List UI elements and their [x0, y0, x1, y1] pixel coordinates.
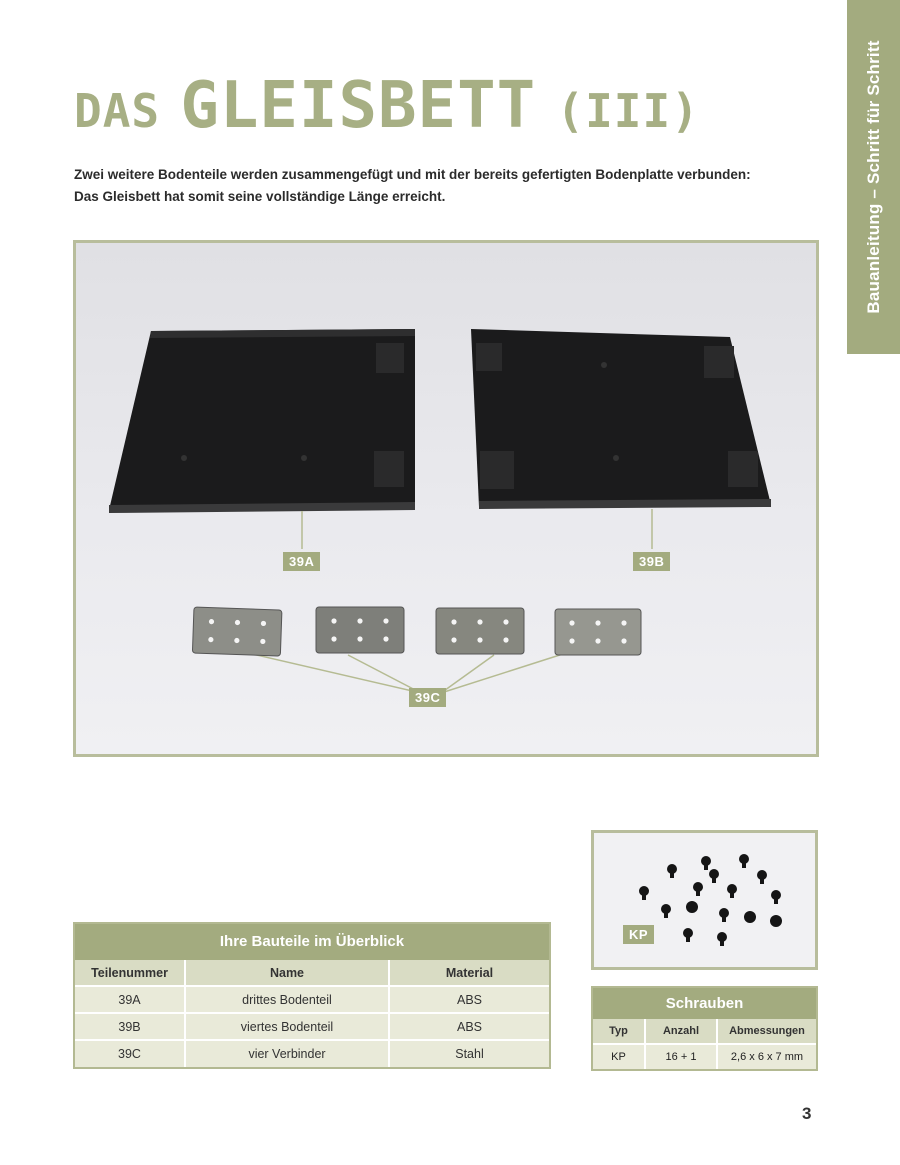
table-row: [75, 986, 549, 1013]
parts-header-name: Name: [185, 960, 389, 986]
side-tab-label: Bauanleitung – Schritt für Schritt: [863, 40, 883, 314]
part-name-cell: drittes Bodenteil: [185, 986, 389, 1013]
label-kp: KP: [623, 925, 654, 944]
screws-table-header-row: [593, 1019, 816, 1044]
page-title: [74, 69, 700, 143]
part-material-cell: ABS: [389, 986, 549, 1013]
screws-photo: [591, 830, 818, 970]
label-39c: 39C: [409, 688, 446, 707]
title-part-1: DAS: [74, 84, 161, 138]
section-side-tab: [847, 0, 900, 354]
part-number-cell: 39C: [75, 1040, 185, 1067]
screws-header-anzahl: Anzahl: [645, 1019, 717, 1044]
title-part-2: GLEISBETT: [180, 69, 537, 143]
intro-line-1: Zwei weitere Bodenteile werden zusammengefügt und mit der bereits gefertigten Bodenplatte verbunden:: [74, 167, 751, 182]
parts-illustration: [76, 243, 816, 754]
page-number: 3: [802, 1104, 812, 1123]
part-material-cell: ABS: [389, 1013, 549, 1040]
parts-table-title: Ihre Bauteile im Überblick: [75, 924, 549, 960]
screws-header-abmessungen: Abmessungen: [717, 1019, 816, 1044]
title-part-3: (III): [556, 84, 700, 138]
screws-header-typ: Typ: [593, 1019, 645, 1044]
label-39a: 39A: [283, 552, 320, 571]
part-39c-connectors: [192, 607, 641, 656]
table-row: [75, 1040, 549, 1067]
parts-header-material: Material: [389, 960, 549, 986]
screws-illustration: [594, 833, 815, 967]
table-row: [593, 1044, 816, 1069]
part-39b-panel: [471, 329, 771, 509]
screw-count-cell: 16 + 1: [645, 1044, 717, 1069]
leader-lines: [248, 509, 652, 693]
intro-text: [74, 164, 814, 208]
screw-dimensions-cell: 2,6 x 6 x 7 mm: [717, 1044, 816, 1069]
screws-table: [591, 986, 818, 1071]
parts-header-teilenummer: Teilenummer: [75, 960, 185, 986]
parts-photo: [73, 240, 819, 757]
screws-table-title: Schrauben: [593, 988, 816, 1019]
table-row: [75, 1013, 549, 1040]
part-name-cell: viertes Bodenteil: [185, 1013, 389, 1040]
label-39b: 39B: [633, 552, 670, 571]
part-number-cell: 39A: [75, 986, 185, 1013]
part-material-cell: Stahl: [389, 1040, 549, 1067]
part-name-cell: vier Verbinder: [185, 1040, 389, 1067]
screw-type-cell: KP: [593, 1044, 645, 1069]
parts-overview-table: [73, 922, 551, 1069]
part-39a-panel: [109, 329, 415, 513]
part-number-cell: 39B: [75, 1013, 185, 1040]
intro-line-2: Das Gleisbett hat somit seine vollständige Länge erreicht.: [74, 189, 446, 204]
parts-table-header-row: [75, 960, 549, 986]
